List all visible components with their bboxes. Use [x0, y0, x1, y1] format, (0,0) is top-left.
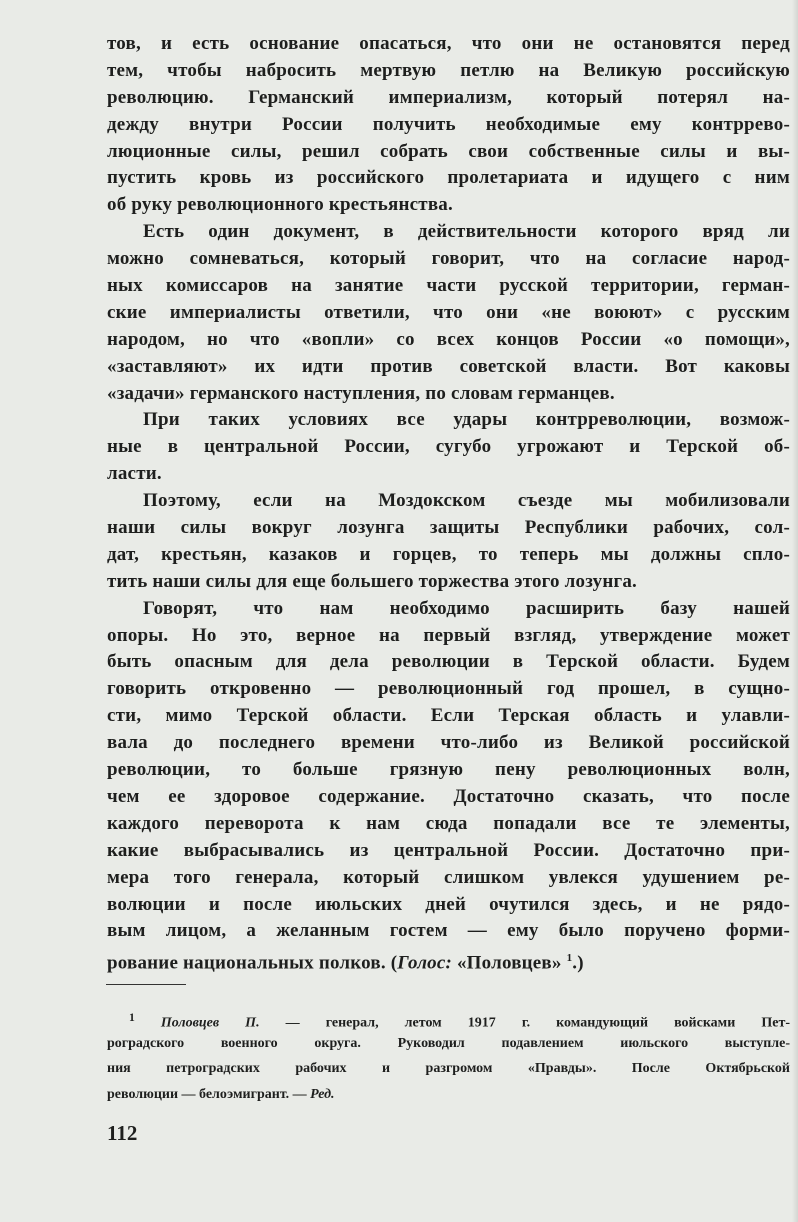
page-edge: [792, 0, 798, 1222]
footnote-mark: 1: [129, 1011, 135, 1024]
text-line: пустить кровь из российского пролетариата и идущего с ним: [107, 167, 790, 189]
text-line: можно сомневаться, который говорит, что на согласие народ-: [107, 248, 790, 270]
text-line: Говорят, что нам необходимо расширить базу нашей: [143, 597, 790, 619]
footnote-ref: 1: [566, 952, 573, 965]
footnote-text: революции — белоэмигрант. —: [107, 1086, 311, 1102]
voice-label: Голос:: [397, 952, 453, 974]
text-segment: «Половцев»: [452, 952, 567, 974]
page-number: 112: [107, 1121, 138, 1145]
text-line: «задачи» германского наступления, по словам германцев.: [107, 382, 615, 404]
text-line: люционные силы, решил собрать свои собственные силы и вы-: [107, 140, 790, 162]
text-line: ных комиссаров на занятие части русской территории, герман-: [107, 275, 790, 297]
text-line: волюции и после июльских дней очутился здесь, и не рядо-: [107, 893, 790, 915]
text-line: тем, чтобы набросить мертвую петлю на Великую российскую: [107, 59, 790, 81]
text-line: ные в центральной России, сугубо угрожают и Терской об-: [107, 436, 790, 458]
text-line: об руку революционного крестьянства.: [107, 194, 453, 216]
text-line: вым лицом, а желанным гостем — ему было поручено форми-: [107, 920, 790, 942]
text-line: При таких условиях все удары контрреволюции, возмож-: [143, 409, 790, 431]
text-line: чем ее здоровое содержание. Достаточно сказать, что после: [107, 785, 790, 807]
footnote-line: [107, 1082, 790, 1108]
text-line: быть опасным для дела революции в Терской области. Будем: [107, 651, 790, 673]
editor-note: Ред.: [310, 1086, 335, 1102]
footnote-divider: [106, 984, 186, 985]
text-line: вала до последнего времени что-либо из Великой российской: [107, 732, 790, 754]
text-line: каждого переворота к нам сюда попадали все те элементы,: [107, 812, 790, 834]
text-line: [107, 945, 790, 972]
text-line: революции, то больше грязную пену революционных волн,: [107, 759, 790, 781]
text-line: опоры. Но это, верное на первый взгляд, утверждение может: [107, 624, 790, 646]
text-line: ласти.: [107, 463, 162, 485]
text-line: мера того генерала, который слишком увлекся удушением ре-: [107, 866, 790, 888]
text-line: какие выбрасывались из центральной России. Достаточно при-: [107, 839, 790, 861]
footnote-text: — генерал, летом 1917 г. командующий войсками Пет-: [259, 1015, 790, 1031]
main-text: [107, 31, 790, 972]
text-line: революцию. Германский империализм, который потерял на-: [107, 86, 790, 108]
text-line: сти, мимо Терской области. Если Терская область и улавли-: [107, 705, 790, 727]
text-line: тить наши силы для еще большего торжества этого лозунга.: [107, 570, 637, 592]
text-line: «заставляют» их идти против советской власти. Вот каковы: [107, 355, 790, 377]
text-line: тов, и есть основание опасаться, что они не остановятся перед: [107, 33, 790, 54]
text-line: дат, крестьян, казаков и горцев, то теперь мы должны спло-: [107, 543, 790, 565]
text-segment: .): [572, 952, 584, 974]
text-segment: рование национальных полков. (: [107, 952, 398, 974]
footnote-line: ния петроградских рабочих и разгромом «Правды». После Октябрьской: [107, 1061, 790, 1076]
footnote-name: Половцев П.: [160, 1015, 260, 1031]
text-line: дежду внутри России получить необходимые ему контррево-: [107, 113, 790, 135]
footnote-line: [107, 1005, 790, 1031]
text-line: Есть один документ, в действительности которого вряд ли: [143, 221, 790, 243]
text-line: наши силы вокруг лозунга защиты Республики рабочих, сол-: [107, 517, 790, 539]
text-line: Поэтому, если на Моздокском съезде мы мобилизовали: [143, 490, 790, 512]
footnote: [107, 1005, 790, 1107]
footnote-line: роградского военного округа. Руководил подавлением июльского выступле-: [107, 1035, 790, 1051]
text-line: народом, но что «вопли» со всех концов России «о помощи»,: [107, 328, 790, 350]
text-line: ские империалисты ответили, что они «не воюют» с русским: [107, 301, 790, 323]
text-line: говорить откровенно — революционный год прошел, в сущно-: [107, 678, 790, 700]
